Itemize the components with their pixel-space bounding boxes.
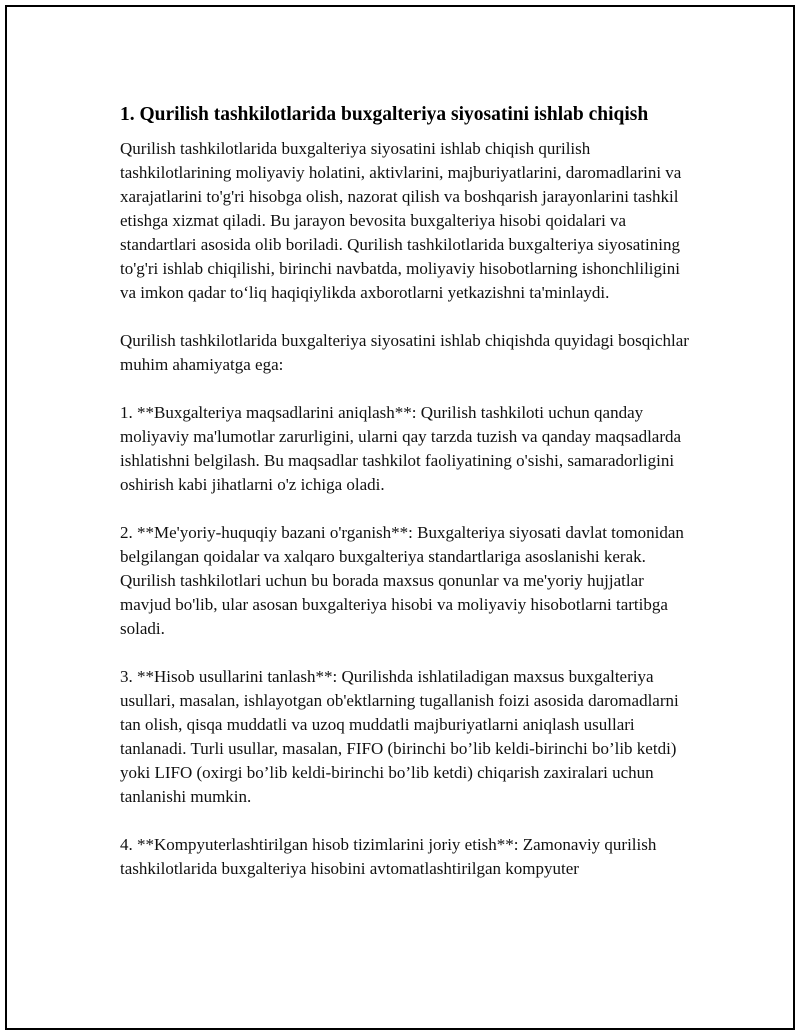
paragraph-intro: Qurilish tashkilotlarida buxgalteriya siyosatini ishlab chiqish qurilish tashkilotlarining moliyaviy holatini, aktivlarini, majburiyatlarini, daromadlarini va xarajatlarini to'g'ri hisobga olish, nazorat qilish va boshqarish jarayonlarini tashkil etishga xizmat qiladi. Bu jarayon bevosita buxgalteriya hisobi qoidalari va standartlari asosida olib boriladi. Qurilish tashkilotlarida buxgalteriya siyosatining to'g'ri ishlab chiqilishi, birinchi navbatda, moliyaviy hisobotlarning ishonchliligini va imkon qadar to‘liq haqiqiylikda axborotlarni yetkazishni ta'minlaydi. — [120, 139, 682, 302]
page-frame — [5, 5, 795, 1030]
list-item-1: 1. **Buxgalteriya maqsadlarini aniqlash**: Qurilish tashkiloti uchun qanday moliyaviy ma'lumotlar zarurligini, ularni qay tarzda tuzish va qanday maqsadlarda ishlatishni belgilash. Bu maqsadlar tashkilot faoliyatining o'sishi, samaradorligini oshirish kabi jihatlarni o'z ichiga oladi. — [120, 403, 682, 494]
list-item-4: 4. **Kompyuterlashtirilgan hisob tizimlarini joriy etish**: Zamonaviy qurilish tashkilotlarida buxgalteriya hisobini avtomatlashtirilgan kompyuter — [120, 835, 657, 878]
paragraph-stages-intro: Qurilish tashkilotlarida buxgalteriya siyosatini ishlab chiqishda quyidagi bosqichlar muhim ahamiyatga ega: — [120, 331, 689, 374]
list-item-2: 2. **Me'yoriy-huquqiy bazani o'rganish**: Buxgalteriya siyosati davlat tomonidan belgilangan qoidalar va xalqaro buxgalteriya standartlariga asoslanishi kerak. Qurilish tashkilotlari uchun bu borada maxsus qonunlar va me'yoriy hujjatlar mavjud bo'lib, ular asosan buxgalteriya hisobi va moliyaviy hisobotlarni tartibga soladi. — [120, 523, 684, 638]
list-item-3: 3. **Hisob usullarini tanlash**: Qurilishda ishlatiladigan maxsus buxgalteriya usullari, masalan, ishlayotgan ob'ektlarning tugallanish foizi asosida daromadlarni tan olish, qisqa muddatli va uzoq muddatli majburiyatlarni aniqlash usullari tanlanadi. Turli usullar, masalan, FIFO (birinchi bo’lib keldi-birinchi bo’lib ketdi) yoki LIFO (oxirgi bo’lib keldi-birinchi bo’lib ketdi) chiqarish zaxiralari uchun tanlanishi mumkin. — [120, 667, 679, 806]
document-title: 1. Qurilish tashkilotlarida buxgalteriya siyosatini ishlab chiqish — [120, 104, 649, 125]
document-body — [120, 101, 690, 905]
